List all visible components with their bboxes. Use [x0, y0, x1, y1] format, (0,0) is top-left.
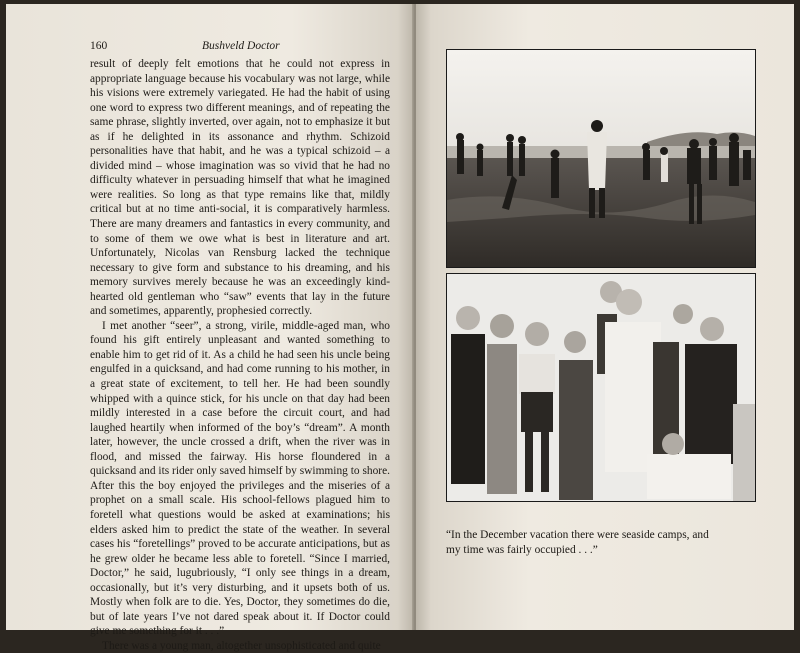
running-head [90, 40, 390, 54]
running-title: Bushveld Doctor [202, 40, 280, 52]
paragraph: I met another “seer”, a strong, virile, middle-aged man, who found his gift entirely unpleasant and wanted something to enable him to get rid of it. As a child he had seen his uncle being engulfed in a quicksand, and had come running to his mother, in a great state of excitement, to tell her. He had been soundly whipped with a quince stick, for his uncle on that day had been mildly interested in a case before the circuit court, and had laughed heartily when informed of the boy’s “dream”. A month later, however, the uncle crossed a drift, when the river was in flood, and missed the fairway. His horse floundered in a quicksand and its rider only saved himself by swimming to shore. After this the boy enjoyed the privileges and the miseries of a prophet on a small scale. His school-fellows plagued him to foretell what questions would be asked at examinations; his elders asked him to predict the state of the weather. In several cases his “foretellings” proved to be accurate anticipations, but as he grew older he became less able to foretell. “Since I married, Doctor,” he said, lugubriously, “I only see things in a dream, occasionally, but it’s very disturbing, and it upsets both of us. Mostly when folk are to die. Yes, Doctor, they sometimes do die, but of late years I’ve not dared speak about it. If Doctor could give me something for it . . .” [90, 319, 390, 638]
left-page [6, 4, 414, 652]
book-spread [6, 4, 794, 652]
paragraph: result of deeply felt emotions that he could not express in appropriate language because his vocabulary was not large, while his visions were extremely variegated. He had the habit of using one word to express two different meanings, and of repeating the same phrase, slightly inverted, over again, not to emphasize it but as if he delighted in its assonance and rhythm. Schizoid personalities have that habit, and he was a typical schizoid – a divided mind – whose imagination was so vivid that he had no difficulty whatever in persuading himself that what he imagined were realities. So long as that type remains like that, mildly critical but at no time anti-social, it is comparatively harmless. There are many dreamers and fantastics in every community, and to some of them we owe what is best in literature and art. Unfortunately, Nicolas van Rensburg lacked the technique necessary to give form and substance to his dreaming, and his memory survives merely because he was an exceedingly kind-hearted old gentleman who “saw” events that lay in the future and sometimes, apparently, prophesied correctly. [90, 58, 390, 318]
beach-photo [446, 49, 756, 268]
paragraph: There was a young man, altogether unsophisticated and quite [102, 639, 381, 652]
page-number: 160 [90, 40, 108, 52]
group-photo [446, 273, 756, 502]
photo-caption: “In the December vacation there were seaside camps, and my time was fairly occupied . . .” [446, 529, 709, 556]
body-text [90, 57, 390, 653]
